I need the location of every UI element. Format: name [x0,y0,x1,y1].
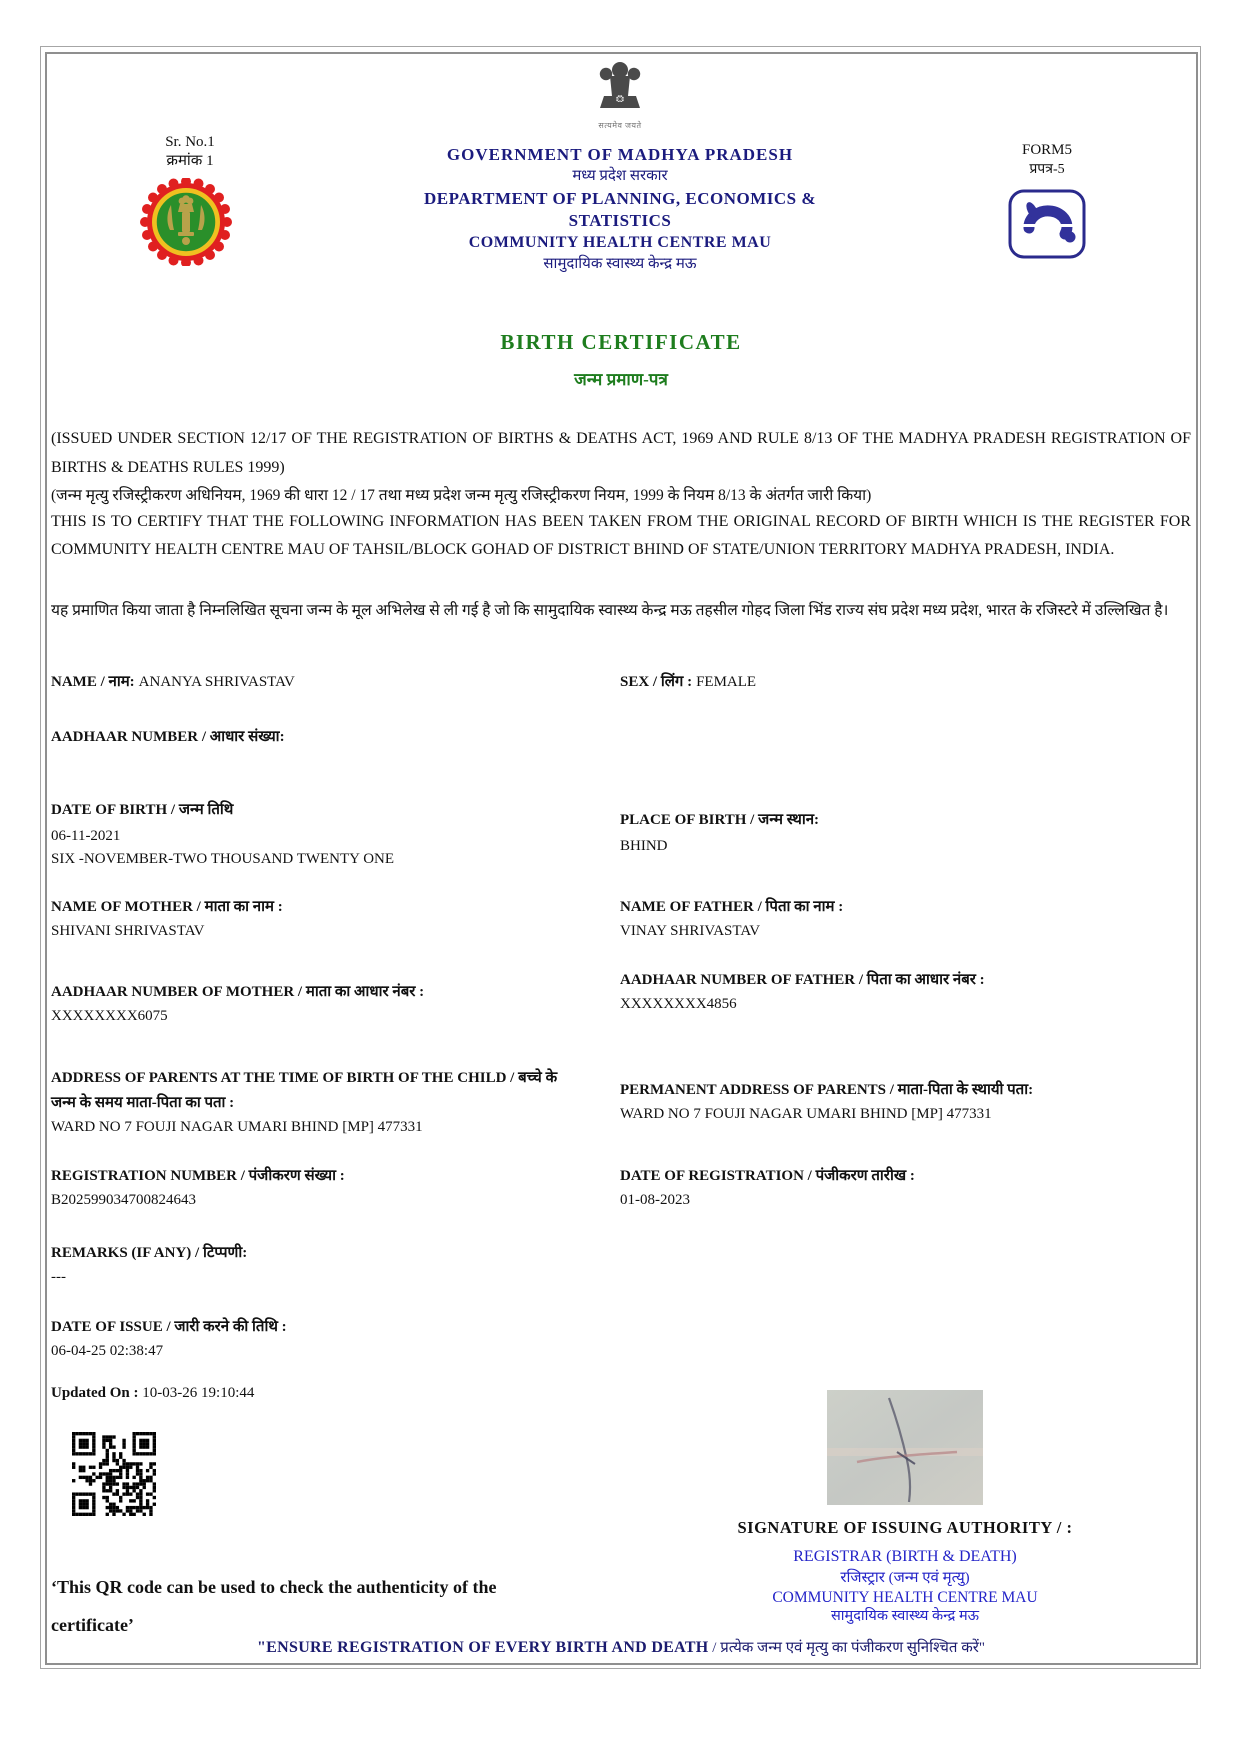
field-remarks-label: REMARKS (IF ANY) / टिप्पणी: [51,1245,248,1261]
ensure-registration-hi: / प्रत्येक जन्म एवं मृत्यु का पंजीकरण सुनिश्चित करें" [708,1640,985,1656]
serial-number-en: Sr. No.1 [165,134,215,150]
field-father-name [620,897,843,941]
field-registration-date [620,1166,915,1210]
field-remarks-value: --- [51,1269,66,1285]
field-registration-date-value: 01-08-2023 [620,1192,690,1208]
field-name [51,672,295,692]
field-birth-address-label: ADDRESS OF PARENTS AT THE TIME OF BIRTH OF THE CHILD / बच्चे के जन्म के समय माता-पिता का पता : [51,1070,558,1111]
certify-paragraph: THIS IS TO CERTIFY THAT THE FOLLOWING INFORMATION HAS BEEN TAKEN FROM THE ORIGINAL RECORD OF BIRTH WHICH IS THE REGISTER FOR COMMUNITY HEALTH CENTRE MAU OF TAHSIL/BLOCK GOHAD OF DISTRICT BHIND OF STATE/UNION TERRITORY MADHYA PRADESH, INDIA. [51,513,1191,558]
government-name-hi: मध्य प्रदेश सरकार [572,168,668,184]
field-father-name-value: VINAY SHRIVASTAV [620,923,761,939]
issuing-office-name: COMMUNITY HEALTH CENTRE MAU [468,234,772,251]
field-name-label: NAME / नाम: [51,674,135,690]
qr-code [72,1432,156,1516]
authority-office: COMMUNITY HEALTH CENTRE MAU [772,1589,1038,1606]
qr-note: ‘This QR code can be used to check the authenticity of the certificate’ [51,1577,497,1635]
field-permanent-address-value: WARD NO 7 FOUJI NAGAR UMARI BHIND [MP] 477331 [620,1106,992,1122]
field-remarks [51,1243,247,1287]
serial-number-block [120,133,260,171]
field-registration-number-label: REGISTRATION NUMBER / पंजीकरण संख्या : [51,1168,345,1184]
form-number-en: FORM5 [1021,142,1073,158]
field-issue-date-label: DATE OF ISSUE / जारी करने की तिथि : [51,1319,287,1335]
registration-logo-icon [1007,188,1087,260]
field-dob [51,800,394,869]
signature-block [705,1518,1105,1626]
field-mother-name-value: SHIVANI SHRIVASTAV [51,923,205,939]
certificate-title: BIRTH CERTIFICATE [500,330,742,354]
field-permanent-address [620,1080,1165,1124]
ensure-registration-line [51,1637,1191,1657]
field-pob-value: BHIND [620,838,668,854]
seal-scallops [140,178,232,266]
field-dob-words: SIX -NOVEMBER-TWO THOUSAND TWENTY ONE [51,851,395,867]
national-emblem-icon [584,56,656,120]
header-title-block [320,144,920,275]
form-number-block [977,140,1117,180]
updated-on-label: Updated On : [51,1385,139,1401]
certificate-title-hi: जन्म प्रमाण-पत्र [574,370,668,389]
certify-paragraph-hi: यह प्रमाणित किया जाता है निम्नलिखित सूचना जन्म के मूल अभिलेख से ली गई है जो कि सामुदायिक स्वास्थ्य केन्द्र मऊ तहसील गोहद जिला भिंड राज्य संघ प्रदेश मध्य प्रदेश, भारत के रजिस्टरे में उल्लिखित है। [51,602,1169,619]
signature-heading: SIGNATURE OF ISSUING AUTHORITY / : [737,1518,1073,1537]
authority-title: REGISTRAR (BIRTH & DEATH) [793,1548,1017,1565]
field-permanent-address-label: PERMANENT ADDRESS OF PARENTS / माता-पिता के स्थायी पता: [620,1082,1034,1098]
field-sex [620,672,756,692]
field-father-aadhaar-value: XXXXXXXX4856 [620,996,737,1012]
mp-state-emblem-icon [140,178,232,266]
field-pob [620,810,819,856]
field-mother-aadhaar-label: AADHAAR NUMBER OF MOTHER / माता का आधार नंबर : [51,984,425,1000]
emblem-motto: सत्यमेव जयते [598,121,642,130]
field-registration-number-value: B202599034700824643 [51,1192,197,1208]
field-aadhaar-label: AADHAAR NUMBER / आधार संख्या: [51,729,285,745]
authority-title-hi: रजिस्ट्रार (जन्म एवं मृत्यु) [840,1570,970,1586]
field-name-value: ANANYA SHRIVASTAV [138,674,295,690]
field-issue-date [51,1317,287,1361]
field-father-aadhaar-label: AADHAAR NUMBER OF FATHER / पिता का आधार नंबर : [620,972,985,988]
serial-number-hi: क्रमांक 1 [166,153,214,169]
field-mother-name [51,897,283,941]
department-name-line1: DEPARTMENT OF PLANNING, ECONOMICS & [423,189,816,208]
field-sex-label: SEX / लिंग : [620,674,693,690]
issuing-office-name-hi: सामुदायिक स्वास्थ्य केन्द्र मऊ [543,256,697,272]
field-mother-name-label: NAME OF MOTHER / माता का नाम : [51,899,283,915]
signature-image [827,1390,983,1505]
ensure-registration-en: "ENSURE REGISTRATION OF EVERY BIRTH AND DEATH [256,1639,709,1656]
issued-under-paragraph: (ISSUED UNDER SECTION 12/17 OF THE REGISTRATION OF BIRTHS & DEATHS ACT, 1969 AND RULE 8/13 OF THE MADHYA PRADESH REGISTRATION OF BIRTHS & DEATHS RULES 1999) [51,430,1191,476]
updated-on-line [51,1385,254,1402]
government-name: GOVERNMENT OF MADHYA PRADESH [446,145,794,164]
field-father-name-label: NAME OF FATHER / पिता का नाम : [620,899,844,915]
field-dob-label: DATE OF BIRTH / जन्म तिथि [51,802,234,818]
field-birth-address-value: WARD NO 7 FOUJI NAGAR UMARI BHIND [MP] 477331 [51,1119,423,1135]
field-pob-label: PLACE OF BIRTH / जन्म स्थान: [620,812,820,828]
department-name-line2: STATISTICS [568,211,672,230]
issued-under-paragraph-hi: (जन्म मृत्यु रजिस्ट्रीकरण अधिनियम, 1969 की धारा 12 / 17 तथा मध्य प्रदेश जन्म मृत्यु रजिस्ट्रीकरण नियम, 1999 के नियम 8/13 के अंतर्गत जारी किया) [51,487,872,504]
field-sex-value: FEMALE [696,674,757,690]
field-registration-number [51,1166,345,1210]
field-father-aadhaar [620,970,985,1014]
field-registration-date-label: DATE OF REGISTRATION / पंजीकरण तारीख : [620,1168,915,1184]
field-dob-value: 06-11-2021 [51,828,121,844]
field-birth-address [51,1066,581,1137]
authority-office-hi: सामुदायिक स्वास्थ्य केन्द्र मऊ [830,1608,980,1624]
field-mother-aadhaar-value: XXXXXXXX6075 [51,1008,168,1024]
form-number-hi: प्रपत्र-5 [1029,162,1065,177]
field-issue-date-value: 06-04-25 02:38:47 [51,1343,164,1359]
updated-on-value: 10-03-26 19:10:44 [142,1385,255,1401]
field-mother-aadhaar [51,982,424,1026]
field-aadhaar [51,727,285,747]
